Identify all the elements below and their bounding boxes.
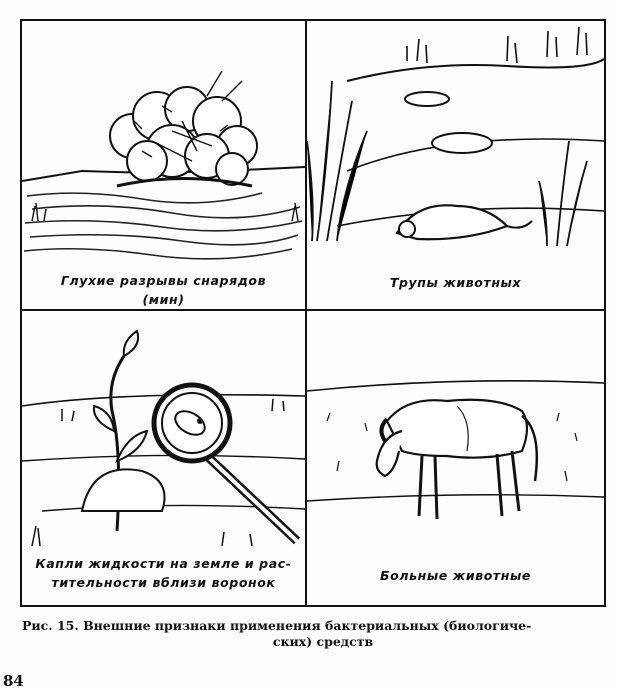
caption-liquid-drops	[22, 554, 305, 592]
sick-animals-illustration	[307, 311, 604, 546]
figure-caption-line2: ских) средств	[272, 634, 374, 649]
caption-line: Трупы животных	[389, 275, 522, 290]
figure-caption-line1: Рис. 15. Внешние признаки применения бактериальных (биологиче-	[22, 618, 532, 633]
liquid-drops-illustration	[22, 311, 305, 549]
figure-caption	[22, 618, 604, 650]
caption-line: (мин)	[142, 292, 185, 307]
caption-animal-corpses	[307, 273, 604, 292]
illustration-grid	[20, 19, 606, 607]
caption-line: Больные животные	[380, 568, 531, 583]
caption-explosions	[22, 271, 305, 309]
panel-animal-corpses	[307, 21, 604, 309]
caption-line: Капли жидкости на земле и рас-	[35, 556, 292, 571]
caption-line: Глухие разрывы снарядов	[60, 273, 267, 288]
panel-liquid-drops	[22, 311, 305, 605]
explosion-illustration	[22, 21, 305, 271]
caption-sick-animals	[307, 566, 604, 585]
caption-line: тительности вблизи воронок	[51, 575, 276, 590]
panel-explosions	[22, 21, 305, 309]
page-number: 84	[3, 672, 24, 690]
animal-corpses-illustration	[307, 21, 604, 256]
panel-sick-animals	[307, 311, 604, 605]
